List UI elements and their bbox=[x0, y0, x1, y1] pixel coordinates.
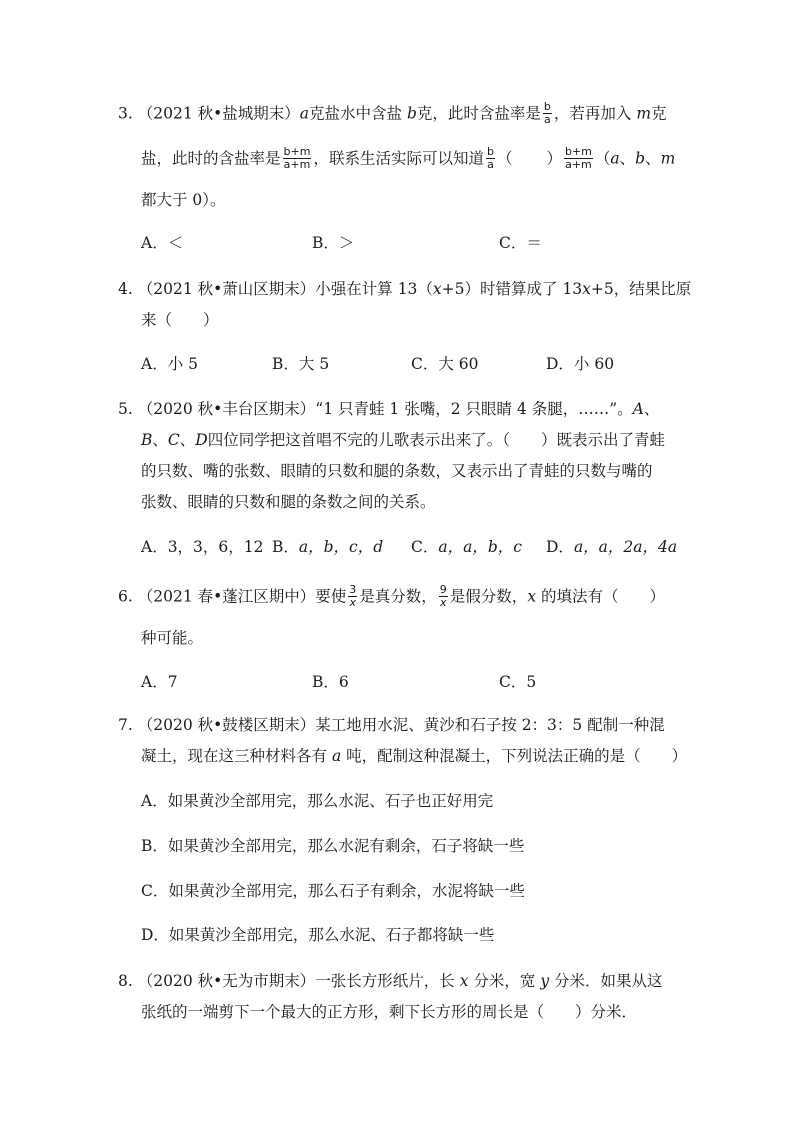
question-number: 8. bbox=[118, 972, 133, 990]
text: 、 bbox=[152, 431, 168, 449]
option-c[interactable]: C．＝ bbox=[499, 234, 542, 252]
fraction-numerator: b bbox=[543, 100, 551, 113]
fraction-denominator: a+m bbox=[283, 158, 311, 171]
text: ，联系生活实际可以知道 bbox=[313, 149, 484, 168]
var-a: a bbox=[610, 149, 620, 168]
option-d[interactable]: D．如果黄沙全部用完，那么水泥、石子都将缺一些 bbox=[141, 926, 495, 944]
question-5-line-4: 张数、眼睛的只数和腿的条数之间的关系。 bbox=[141, 493, 436, 511]
fraction-numerator: b bbox=[486, 145, 494, 158]
text: 都大于 0）。 bbox=[141, 191, 226, 209]
option-c[interactable]: C．大 60 bbox=[411, 355, 479, 373]
var-b: b bbox=[406, 104, 417, 123]
text: 某工地用水泥、黄沙和石子按 2：3：5 配制一种混 bbox=[315, 716, 665, 734]
question-3-line-3 bbox=[141, 190, 226, 210]
var-b: b bbox=[635, 149, 646, 168]
var-B: B bbox=[141, 431, 153, 449]
text: 、 bbox=[179, 431, 196, 449]
text: 分米．如果从这 bbox=[549, 972, 663, 990]
var-x: x bbox=[459, 972, 469, 990]
question-6-line-1 bbox=[118, 585, 665, 610]
text: 克盐水中含盐 bbox=[309, 104, 407, 123]
var-x: x bbox=[432, 280, 442, 298]
fraction-denominator: x bbox=[349, 596, 357, 609]
var-a: a bbox=[331, 747, 342, 765]
text: 盐，此时的含盐率是 bbox=[141, 149, 281, 168]
fraction-numerator: b+m bbox=[564, 145, 592, 158]
option-d[interactable] bbox=[546, 537, 677, 557]
fraction-9-over-x bbox=[439, 584, 448, 609]
fraction-numerator: 9 bbox=[439, 583, 447, 596]
question-source: （2021 秋•萧山区期末） bbox=[137, 280, 316, 298]
option-label: B． bbox=[272, 538, 299, 556]
answer-paren-open: （ bbox=[496, 149, 513, 168]
option-values: a，b，c，d bbox=[298, 538, 384, 556]
option-values: a，a，2a，4a bbox=[573, 538, 678, 556]
text: +5）时错算成了 13 bbox=[441, 280, 583, 298]
fraction-bm-over-am bbox=[564, 146, 593, 171]
var-x: x bbox=[527, 587, 537, 606]
option-a[interactable]: A．7 bbox=[141, 673, 178, 691]
question-3-line-1 bbox=[118, 102, 667, 127]
option-b[interactable]: B．6 bbox=[312, 673, 349, 691]
text: 吨，配制这种混凝土，下列说法正确的是（ ） bbox=[341, 747, 688, 765]
text: （ bbox=[594, 149, 611, 168]
option-b[interactable]: B．＞ bbox=[312, 234, 355, 252]
text: +5，结果比原 bbox=[590, 280, 692, 298]
option-c[interactable] bbox=[411, 537, 522, 557]
option-label: C． bbox=[411, 538, 439, 556]
text: 是假分数， bbox=[449, 587, 528, 606]
fraction-denominator: a+m bbox=[565, 158, 592, 171]
question-8-line-1 bbox=[118, 971, 663, 991]
question-source: （2021 春•蓬江区期中） bbox=[137, 587, 316, 606]
option-d[interactable]: D．小 60 bbox=[546, 355, 615, 373]
text: 、 bbox=[645, 149, 661, 168]
question-number: 7. bbox=[118, 716, 133, 734]
text: ，若再加入 bbox=[553, 104, 637, 123]
option-label: D． bbox=[546, 538, 574, 556]
text: 一张长方形纸片，长 bbox=[315, 972, 460, 990]
var-C: C bbox=[167, 431, 180, 449]
var-m: m bbox=[660, 149, 676, 168]
question-7-line-2 bbox=[141, 746, 687, 766]
question-source: （2020 秋•鼓楼区期末） bbox=[137, 716, 316, 734]
text: 要使 bbox=[315, 587, 347, 606]
fraction-denominator: a bbox=[544, 113, 551, 126]
question-source: （2021 秋•盐城期末） bbox=[137, 104, 300, 123]
text: 、 bbox=[619, 149, 636, 168]
question-number: 3. bbox=[118, 104, 133, 123]
var-D: D bbox=[195, 431, 208, 449]
text: 、 bbox=[643, 400, 660, 418]
answer-paren-close: ） bbox=[546, 149, 562, 168]
text: 的填法有（ ） bbox=[536, 587, 665, 606]
question-7-line-1 bbox=[118, 715, 665, 735]
text: 克，此时含盐率是 bbox=[416, 104, 541, 123]
option-values: a，a，b，c bbox=[438, 538, 522, 556]
var-x: x bbox=[582, 280, 591, 298]
var-y: y bbox=[540, 972, 550, 990]
question-source: （2020 秋•无为市期末） bbox=[137, 972, 316, 990]
option-a[interactable]: A．＜ bbox=[141, 234, 184, 252]
option-a[interactable]: A．小 5 bbox=[141, 355, 198, 373]
option-b[interactable] bbox=[272, 537, 383, 557]
text: “1 只青蛙 1 张嘴，2 只眼睛 4 条腿，……”。 bbox=[315, 400, 633, 418]
var-A: A bbox=[632, 400, 644, 418]
question-4-line-1 bbox=[118, 279, 691, 299]
text: 小强在计算 13（ bbox=[315, 280, 433, 298]
fraction-numerator: 3 bbox=[349, 583, 357, 596]
option-c[interactable]: C．如果黄沙全部用完，那么石子有剩余，水泥将缺一些 bbox=[141, 882, 525, 900]
question-3-line-2 bbox=[141, 147, 675, 172]
question-8-line-2: 张纸的一端剪下一个最大的正方形，剩下长方形的周长是（ ）分米． bbox=[141, 1003, 638, 1021]
text: 分米，宽 bbox=[468, 972, 541, 990]
var-a: a bbox=[299, 104, 310, 123]
question-6-line-2: 种可能。 bbox=[141, 629, 204, 647]
question-number: 4. bbox=[118, 280, 133, 298]
fraction-b-over-a bbox=[543, 101, 552, 126]
option-a[interactable]: A．如果黄沙全部用完，那么水泥、石子也正好用完 bbox=[141, 792, 494, 810]
option-c[interactable]: C．5 bbox=[499, 673, 537, 691]
var-m: m bbox=[636, 104, 652, 123]
question-number: 6. bbox=[118, 587, 133, 606]
question-4-line-2: 来（ ） bbox=[141, 311, 219, 329]
fraction-denominator: x bbox=[440, 596, 447, 609]
fraction-b-over-a bbox=[486, 146, 495, 171]
option-b[interactable]: B．如果黄沙全部用完，那么水泥有剩余，石子将缺一些 bbox=[141, 837, 525, 855]
text: 凝土，现在这三种材料各有 bbox=[141, 747, 332, 765]
fraction-bm-over-am bbox=[283, 146, 312, 171]
fraction-3-over-x bbox=[348, 584, 357, 609]
fraction-denominator: a bbox=[487, 158, 494, 171]
fraction-numerator: b+m bbox=[283, 145, 311, 158]
question-5-line-1 bbox=[118, 399, 659, 419]
question-number: 5. bbox=[118, 400, 133, 418]
question-5-line-3: 的只数、嘴的张数、眼睛的只数和腿的条数，又表示出了青蛙的只数与嘴的 bbox=[141, 462, 653, 480]
question-source: （2020 秋•丰台区期末） bbox=[137, 400, 316, 418]
text: 是真分数， bbox=[359, 587, 437, 606]
question-5-line-2 bbox=[141, 430, 665, 450]
option-a[interactable]: A．3，3，6，12 bbox=[141, 538, 264, 556]
text: 四位同学把这首唱不完的儿歌表示出来了。（ ）既表示出了青蛙 bbox=[207, 431, 665, 449]
text: 克 bbox=[651, 104, 667, 123]
option-b[interactable]: B．大 5 bbox=[272, 355, 330, 373]
